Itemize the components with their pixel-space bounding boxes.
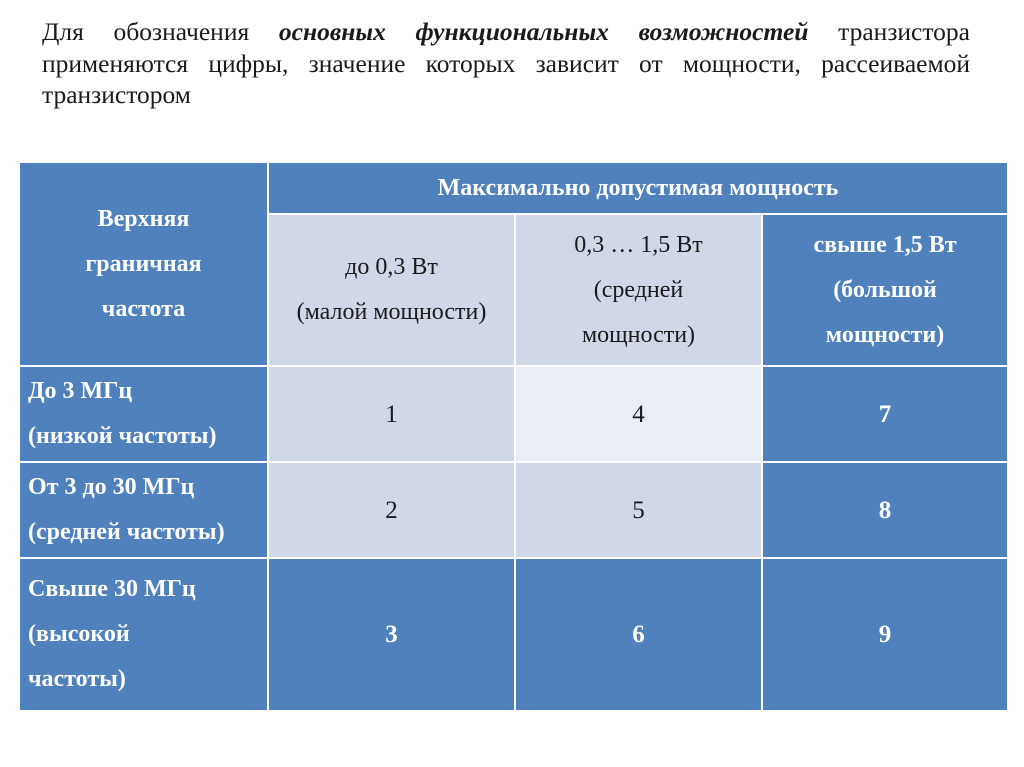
cell-value: 7 [878,400,892,428]
corner-header-line-2: граничная [85,250,202,277]
corner-header-line-1: Верхняя [97,205,190,232]
column-header-high-line-3: мощности) [825,321,945,348]
table-cell-r3-c3 [763,559,1007,710]
row-label-high-frequency [20,559,267,710]
cell-value: 4 [632,400,645,428]
column-header-high-line-2: (большой [833,276,937,303]
column-header-medium-line-3: мощности) [581,321,696,348]
slide-title [42,16,970,111]
column-header-high-line-1: свыше 1,5 Вт [813,231,957,258]
column-header-medium-power [516,215,761,365]
table-cell-r1-c3 [763,367,1007,461]
column-header-low-line-1: до 0,3 Вт [345,254,438,280]
table-cell-r2-c1 [269,463,514,557]
row-label-medium-frequency [20,463,267,557]
table-cell-r1-c1 [269,367,514,461]
cell-value: 2 [385,496,398,524]
transistor-classification-table [20,163,1007,710]
row-1-label-line-1: До 3 МГц [28,378,133,404]
row-3-label-line-1: Свыше 30 МГц [28,576,196,602]
column-header-medium-line-2: (средней [593,276,684,303]
power-group-header-text: Максимально допустимая мощность [437,174,839,201]
power-group-header [269,163,1007,213]
title-emphasis: основных функциональных возможностей [278,17,809,46]
row-3-label-line-3: частоты) [28,666,126,692]
cell-value: 5 [632,496,645,524]
cell-value: 1 [385,400,398,428]
cell-value: 9 [878,621,892,648]
row-1-label-line-2: (низкой частоты) [28,423,217,449]
row-3-label-line-2: (высокой [28,621,130,647]
title-part2: транзистора применяются цифры, значение которых зависит от мощности, рассеиваемой транзистором [42,17,970,109]
cell-value: 8 [878,496,892,524]
table-cell-r2-c2 [516,463,761,557]
table-cell-r1-c2 [516,367,761,461]
table-cell-r3-c1 [269,559,514,710]
row-label-low-frequency [20,367,267,461]
table-cell-r2-c3 [763,463,1007,557]
column-header-high-power [763,215,1007,365]
row-2-label-line-1: От 3 до 30 МГц [28,474,195,500]
cell-value: 3 [385,621,398,648]
title-part1: Для обозначения [42,17,279,46]
corner-header-cell [20,163,267,365]
corner-header-line-3: частота [101,295,186,322]
cell-value: 6 [632,621,645,648]
table-cell-r3-c2 [516,559,761,710]
column-header-medium-line-1: 0,3 … 1,5 Вт [574,231,703,258]
column-header-low-power [269,215,514,365]
column-header-low-line-2: (малой мощности) [296,299,487,325]
row-2-label-line-2: (средней частоты) [28,519,225,545]
